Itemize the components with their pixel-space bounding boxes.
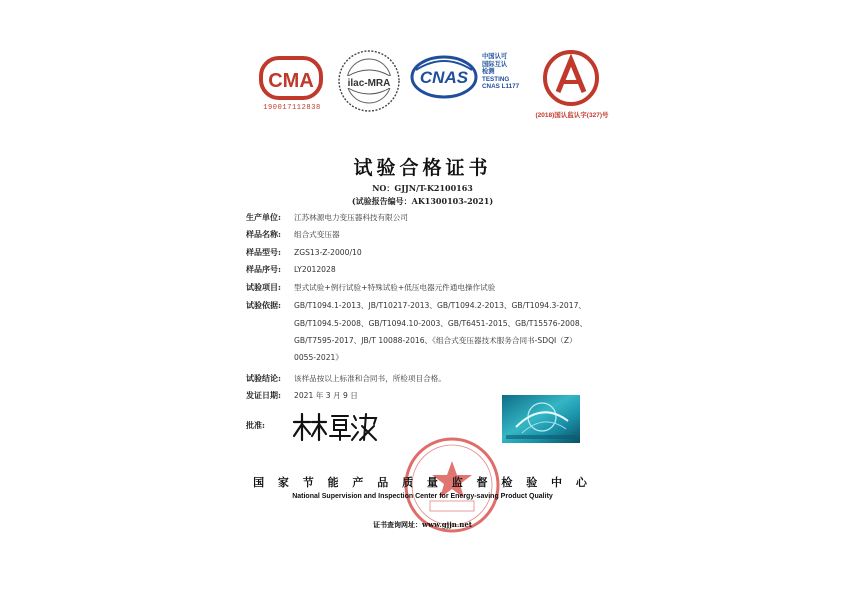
field-test-items: [246, 282, 495, 293]
certificate-number: NO：GJJN/T-K2100163: [372, 183, 473, 193]
field-value: GB/T1094.1-2013、JB/T10217-2013、GB/T1094.2-2013、GB/T1094.3-2017、: [294, 301, 587, 310]
field-value: 型式试验+例行试验+特殊试验+低压电器元件通电操作试验: [294, 283, 496, 292]
issuing-organization-en: National Supervision and Inspection Center for Energy-saving Product Quality: [292, 493, 553, 500]
test-basis-line: 0055-2021》: [294, 353, 343, 362]
field-label: 发证日期:: [246, 390, 281, 400]
test-basis-line: GB/T7595-2017、JB/T 10088-2016、《组合式变压器技术服务合同书-SDQI（Z）: [294, 336, 577, 345]
field-label: 批准:: [246, 420, 265, 430]
field-value: 2021 年 3 月 9 日: [294, 391, 358, 400]
cnas-description: 中国认可 国际互认 检测 TESTING CNAS L1177: [482, 53, 520, 91]
approval-signature: [290, 410, 380, 444]
field-label: 生产单位:: [246, 212, 281, 222]
field-conclusion: [246, 373, 446, 384]
ilac-mra-logo: [334, 46, 404, 116]
field-test-basis: [246, 300, 586, 311]
field-label: 试验结论:: [246, 373, 281, 383]
field-label: 样品名称:: [246, 229, 281, 239]
cma-mark-text: CMA: [268, 70, 314, 92]
field-label: 样品序号:: [246, 264, 281, 274]
field-issue-date: [246, 390, 358, 401]
cnas-logo: [410, 52, 478, 102]
field-value: 江苏林源电力变压器科技有限公司: [294, 213, 408, 222]
field-approval: [246, 420, 294, 431]
cma-logo: [255, 52, 327, 112]
field-sample-name: [246, 229, 340, 240]
ilac-mark-text: ilac-MRA: [347, 78, 391, 89]
field-value: ZGS13-Z-2000/10: [294, 248, 362, 257]
hologram-label: [502, 395, 580, 443]
field-label: 试验依据:: [246, 300, 281, 310]
field-manufacturer: [246, 212, 408, 223]
cnas-mark-text: CNAS: [419, 68, 469, 87]
report-number: (试验报告编号：AK1300103-2021): [351, 196, 494, 206]
field-label: 样品型号:: [246, 247, 281, 257]
cal-logo: [540, 48, 602, 108]
field-label: 试验项目:: [246, 282, 281, 292]
certificate-query-url: 证书查询网址：www.gjjn.net: [372, 520, 473, 529]
issuing-organization-cn: 国 家 节 能 产 品 质 量 监 督 检 验 中 心: [253, 476, 592, 489]
field-value: 组合式变压器: [294, 230, 340, 239]
field-value: LY2012028: [294, 265, 336, 274]
field-value: 该样品按以上标准和合同书，所检项目合格。: [294, 374, 446, 383]
cal-number: (2018)国认监认字(327)号: [535, 112, 609, 119]
field-sample-model: [246, 247, 362, 258]
test-basis-line: GB/T1094.5-2008、GB/T1094.10-2003、GB/T6451-2015、GB/T15576-2008、: [294, 319, 588, 328]
field-sample-serial: [246, 264, 336, 275]
cma-number: 190017112838: [263, 104, 321, 112]
certificate-title: 试验合格证书: [353, 157, 492, 179]
